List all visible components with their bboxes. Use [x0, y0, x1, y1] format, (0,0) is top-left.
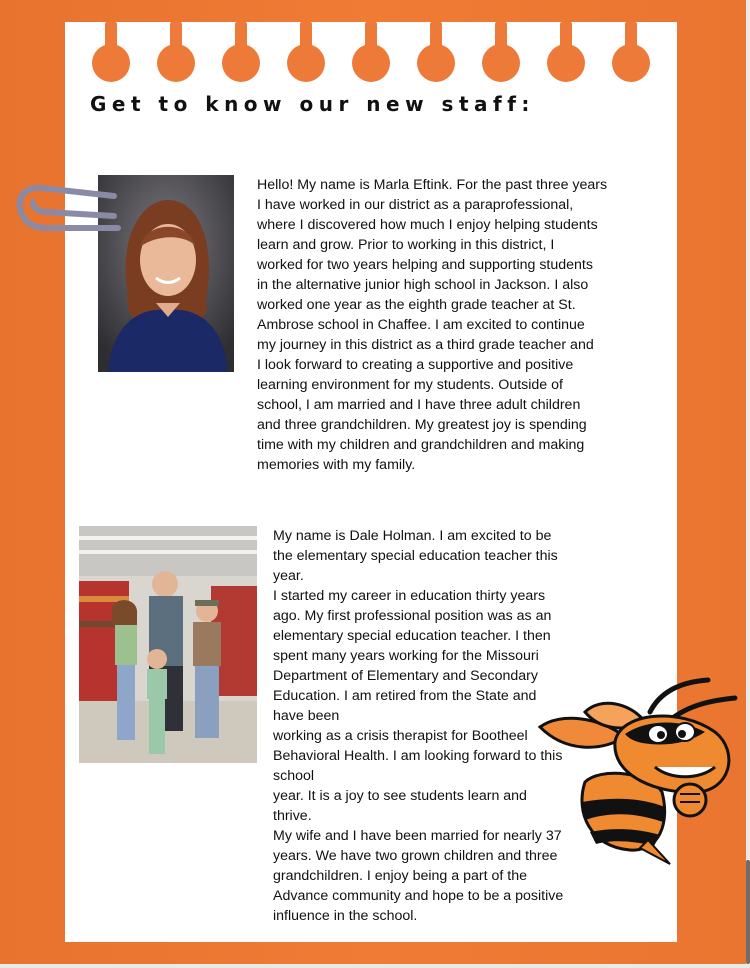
bio-line: years. We have two grown children and three: [273, 848, 558, 864]
ring-hole: [417, 44, 455, 82]
bio-line: ago. My first professional position was as an: [273, 608, 552, 624]
paperclip-icon: [14, 182, 124, 238]
bio-line: learning environment for my students. Outside of: [257, 377, 563, 393]
binder-ring: [482, 22, 520, 82]
bio-line: spent many years working for the Missouri: [273, 648, 539, 664]
binder-ring: [92, 22, 130, 82]
bio-line: year.: [273, 568, 304, 584]
binder-ring: [287, 22, 325, 82]
bio-line: worked for two years helping and supporting students: [257, 257, 593, 273]
page-title: Get to know our new staff:: [90, 92, 535, 116]
bio-line: my journey in this district as a third grade teacher and: [257, 337, 594, 353]
bio-line: time with my children and grandchildren and making: [257, 437, 585, 453]
bio-line: Education. I am retired from the State and: [273, 688, 537, 704]
binder-ring: [222, 22, 260, 82]
binder-ring: [417, 22, 455, 82]
bio-line: the elementary special education teacher this: [273, 548, 558, 564]
bio-line: have been: [273, 708, 340, 724]
bio-line: Hello! My name is Marla Eftink. For the past three years: [257, 177, 608, 193]
binder-ring: [612, 22, 650, 82]
bio-line: thrive.: [273, 808, 312, 824]
bio-line: learn and grow. Prior to working in this district, I: [257, 237, 555, 253]
ring-hole: [482, 44, 520, 82]
hornet-mascot-icon: [530, 672, 745, 867]
ring-hole: [92, 44, 130, 82]
binder-ring: [352, 22, 390, 82]
bio-line: Department of Elementary and Secondary: [273, 668, 538, 684]
bio-line: influence in the school.: [273, 908, 418, 924]
bio-line: memories with my family.: [257, 457, 416, 473]
ring-hole: [612, 44, 650, 82]
bio-line: I look forward to creating a supportive and positive: [257, 357, 574, 373]
staff-bio-marla: [257, 175, 657, 475]
bio-line: worked one year as the eighth grade teacher at St.: [257, 297, 576, 313]
ring-hole: [222, 44, 260, 82]
ring-hole: [157, 44, 195, 82]
family-photo: [79, 526, 257, 763]
bio-line: My name is Dale Holman. I am excited to be: [273, 528, 552, 544]
bio-line: Advance community and hope to be a positive: [273, 888, 564, 904]
staff-photo-dale: [79, 526, 257, 763]
bio-line: grandchildren. I enjoy being a part of the: [273, 868, 527, 884]
bio-line: elementary special education teacher. I then: [273, 628, 551, 644]
bio-line: and three grandchildren. My greatest joy is spending: [257, 417, 587, 433]
bio-line: school, I am married and I have three adult children: [257, 397, 581, 413]
bio-line: in the alternative junior high school in Jackson. I also: [257, 277, 589, 293]
bio-line: My wife and I have been married for nearly 37: [273, 828, 562, 844]
bio-line: school: [273, 768, 315, 784]
bio-line: working as a crisis therapist for Bootheel: [273, 728, 528, 744]
ring-hole: [352, 44, 390, 82]
ring-hole: [287, 44, 325, 82]
bio-line: I have worked in our district as a paraprofessional,: [257, 197, 574, 213]
binder-ring: [547, 22, 585, 82]
bio-line: Ambrose school in Chaffee. I am excited to continue: [257, 317, 585, 333]
bio-line: where I discovered how much I enjoy helping students: [257, 217, 598, 233]
ring-hole: [547, 44, 585, 82]
bio-line: I started my career in education thirty years: [273, 588, 546, 604]
scrollbar-thumb[interactable]: [746, 860, 750, 964]
binder-ring: [157, 22, 195, 82]
bio-line: year. It is a joy to see students learn and: [273, 788, 527, 804]
bio-line: Behavioral Health. I am looking forward to this: [273, 748, 563, 764]
